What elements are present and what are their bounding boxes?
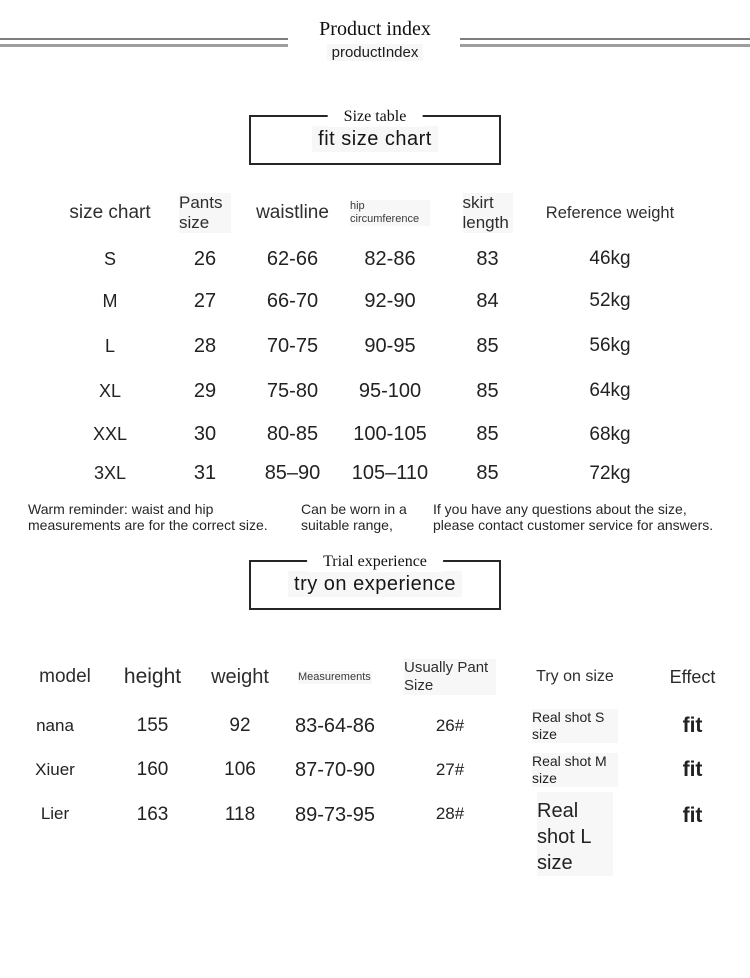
col-header-model: model: [39, 666, 91, 687]
pant-size-value: 27#: [435, 760, 465, 779]
skirt-length-value: 85: [476, 334, 499, 357]
weight-value: 52kg: [589, 290, 631, 311]
model-name: Lier: [40, 804, 70, 823]
effect-value: fit: [682, 758, 703, 781]
col-header-hip-circumference: hip circumference: [350, 200, 430, 226]
col-header-waistline: waistline: [256, 202, 329, 223]
model-table: [0, 650, 750, 876]
size-row-s: [0, 238, 750, 280]
header: [0, 18, 750, 62]
hip-value: 92-90: [364, 289, 416, 312]
model-name: nana: [36, 716, 74, 735]
hip-value: 95-100: [358, 379, 422, 402]
col-header-measurements: Measurements: [298, 670, 371, 683]
model-row-xiuer: [0, 748, 750, 792]
col-header-reference-weight: Reference weight: [545, 203, 675, 222]
weight-value: 106: [224, 759, 256, 780]
size-label: L: [104, 335, 115, 356]
note-warm-reminder: Warm reminder: waist and hip measurements are for the correct size.: [28, 501, 268, 533]
weight-value: 46kg: [589, 248, 631, 269]
try-on-box: [249, 553, 501, 610]
effect-value: fit: [682, 714, 703, 737]
col-header-pants-size: Pants size: [179, 193, 231, 233]
waistline-value: 62-66: [266, 247, 319, 270]
hip-value: 82-86: [364, 247, 416, 270]
note-suitable-range: Can be worn in a suitable range,: [301, 501, 407, 533]
model-table-header-row: [0, 650, 750, 704]
note-contact-service: If you have any questions about the size, please contact customer service for answers.: [433, 501, 714, 533]
pants-size-value: 30: [193, 423, 217, 445]
hip-value: 105–110: [351, 462, 429, 484]
size-row-3xl: [0, 457, 750, 490]
model-name: Xiuer: [35, 760, 75, 779]
weight-value: 64kg: [589, 380, 631, 401]
effect-value: fit: [682, 804, 703, 827]
model-row-lier: [0, 792, 750, 876]
pant-size-value: 26#: [435, 716, 465, 735]
col-header-weight: weight: [211, 665, 269, 688]
waistline-value: 80-85: [266, 423, 319, 445]
col-header-usually-pant-size: Usually Pant Size: [404, 659, 496, 695]
size-row-xl: [0, 370, 750, 412]
pant-size-value: 28#: [435, 804, 465, 823]
page-title: Product index: [319, 18, 431, 40]
try-on-tab-label: Trial experience: [307, 552, 443, 572]
try-on-box-label: try on experience: [251, 562, 499, 606]
waistline-value: 85–90: [264, 462, 321, 484]
pants-size-value: 27: [193, 289, 217, 312]
pants-size-value: 29: [193, 379, 217, 402]
measurements-value: 87-70-90: [294, 758, 376, 781]
weight-value: 72kg: [589, 462, 631, 484]
weight-value: 56kg: [589, 335, 631, 356]
size-table-tab-label: Size table: [328, 107, 423, 127]
col-header-height: height: [123, 665, 182, 688]
waistline-value: 70-75: [266, 334, 319, 357]
height-value: 163: [136, 804, 169, 825]
height-value: 160: [136, 759, 169, 780]
col-header-effect: Effect: [669, 666, 716, 687]
waistline-value: 75-80: [266, 379, 319, 402]
skirt-length-value: 83: [476, 247, 499, 270]
try-on-size-value: Real shot S size: [532, 709, 618, 743]
size-label: 3XL: [93, 463, 127, 483]
measurements-value: 89-73-95: [294, 804, 376, 826]
size-table: [0, 188, 750, 490]
col-header-try-on-size: Try on size: [536, 668, 614, 685]
skirt-length-value: 84: [476, 289, 499, 312]
model-row-nana: [0, 704, 750, 748]
measurements-value: 83-64-86: [294, 714, 376, 737]
height-value: 155: [136, 715, 169, 736]
hip-value: 90-95: [364, 334, 416, 357]
pants-size-value: 31: [193, 462, 217, 484]
size-row-m: [0, 280, 750, 322]
skirt-length-value: 85: [476, 379, 499, 402]
skirt-length-value: 85: [476, 423, 499, 445]
size-table-header-row: [0, 188, 750, 238]
size-label: XXL: [92, 424, 128, 444]
pants-size-value: 26: [193, 247, 217, 270]
size-row-xxl: [0, 412, 750, 457]
try-on-size-value: Real shot M size: [532, 753, 618, 787]
pants-size-value: 28: [193, 334, 217, 357]
page-subtitle: productIndex: [327, 44, 424, 61]
size-row-l: [0, 322, 750, 370]
weight-value: 92: [229, 715, 251, 736]
size-table-box-label: fit size chart: [251, 117, 499, 161]
col-header-skirt-length: skirt length: [463, 193, 513, 233]
size-table-box: [249, 108, 501, 165]
size-label: S: [103, 248, 116, 269]
weight-value: 68kg: [589, 423, 631, 445]
skirt-length-value: 85: [476, 462, 499, 484]
col-header-size-chart: size chart: [69, 202, 151, 223]
try-on-size-value: Real shot L size: [537, 792, 613, 876]
hip-value: 100-105: [353, 423, 427, 445]
size-label: M: [102, 290, 118, 311]
weight-value: 118: [224, 804, 256, 825]
waistline-value: 66-70: [266, 289, 319, 312]
size-label: XL: [98, 380, 122, 401]
